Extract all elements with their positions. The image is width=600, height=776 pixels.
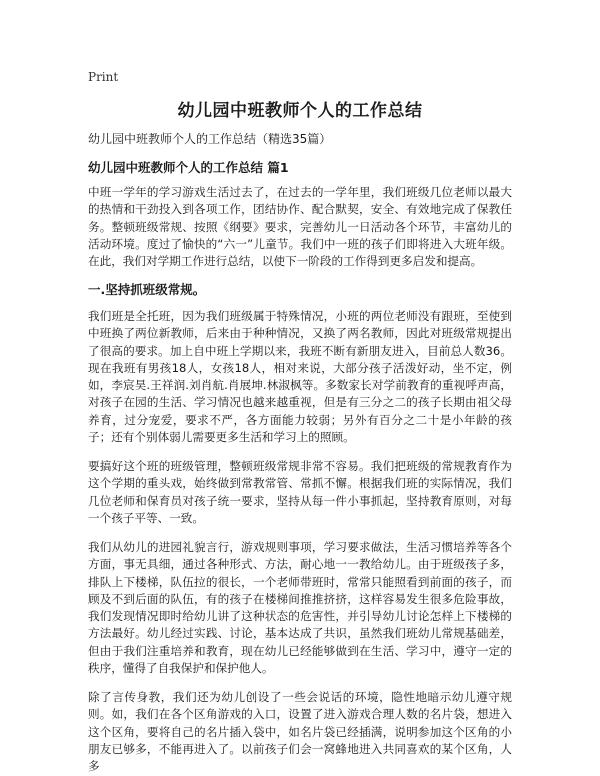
article-heading: 幼儿园中班教师个人的工作总结 篇1 bbox=[88, 160, 289, 175]
paragraph-intro: 中班一学年的学习游戏生活过去了，在过去的一学年里，我们班级几位老师以最大的热情和干劲投入到各项工作，团结协作、配合默契，安全、有效地完成了保教任务。整顿班级常规、按照《纲要》要求，完善幼儿一日活动各个环节，丰富幼儿的活动环境。度过了愉快的“六一”儿童节。我们中一班的孩子们即将进入大班年级。在此，我们对学期工作进行总结，以使下一阶段的工作得到更多启发和提高。 bbox=[88, 185, 512, 269]
document-subtitle: 幼儿园中班教师个人的工作总结（精选35篇） bbox=[88, 132, 332, 146]
paragraph-class-management: 要搞好这个班的班级管理，整顿班级常规非常不容易。我们把班级的常规教育作为这个学期的重头戏，始终做到常教常管、常抓不懈。根据我们班的实际情况，我们几位老师和保育员对孩子统一要求，坚持从每一件小事抓起，坚持教育原则，对每一个孩子平等、一致。 bbox=[88, 459, 512, 525]
print-link[interactable]: Print bbox=[88, 70, 119, 84]
paragraph-routine-teaching: 我们从幼儿的进园礼貌言行，游戏规则事项，学习要求做法，生活习惯培养等各个方面，事无具细，通过各种形式、方法，耐心地一一教给幼儿。由于班级孩子多，排队上下楼梯，队伍拉的很长，一个老师带班时，常常只能照看到前面的孩子，而顾及不到后面的队伍，有的孩子在楼梯间推推挤挤，这样容易发生很多危险事故，我们发现情况即时给幼儿讲了这种状态的危害性，并引导幼儿讨论怎样上下楼梯的方法最好。幼儿经过实践、讨论，基本达成了共识，虽然我们班幼儿常规基础差，但由于我们注重培养和教育，现在幼儿已经能够做到在生活、学习中，遵守一定的秩序，懂得了自我保护和保护他人。 bbox=[88, 540, 512, 676]
paragraph-class-situation: 我们班是全托班，因为我们班级属于特殊情况，小班的两位老师没有跟班，至使到中班换了两位新教师，后来由于种种情况，又换了两名教师，因此对班级常规提出了很高的要求。加上自中班上学期以来，我班不断有新朋友进入，目前总人数36。现在我班有男孩18人，女孩18人，相对来说，大部分孩子活泼好动，坐不定，例如，李宸昊.王祥润.刘肖航.肖展坤.林淑枫等。多数家长对学前教育的重视呼声高，对孩子在园的生活、学习情况也越来越重视，但是有三分之二的孩子长期由祖父母养育，过分宠爱，要求不严，各方面能力较弱；另外有百分之二十是小年龄的孩子；还有个别体弱儿需要更多生活和学习上的照顾。 bbox=[88, 309, 512, 445]
section-heading-routine: 一.坚持抓班级常规。 bbox=[88, 282, 206, 297]
paragraph-environment: 除了言传身教，我们还为幼儿创设了一些会说话的环境，隐性地暗示幼儿遵守规则。如，我们在各个区角游戏的入口，设置了进入游戏合理人数的名片袋，想进入这个区角，要将自己的名片插入袋中，如名片袋已经插满，说明参加这个区角的小朋友已够多，不能再进入了。以前孩子们会一窝蜂地进入共同喜欢的某个区角，人多 bbox=[88, 690, 512, 774]
page-title: 幼儿园中班教师个人的工作总结 bbox=[177, 101, 423, 121]
